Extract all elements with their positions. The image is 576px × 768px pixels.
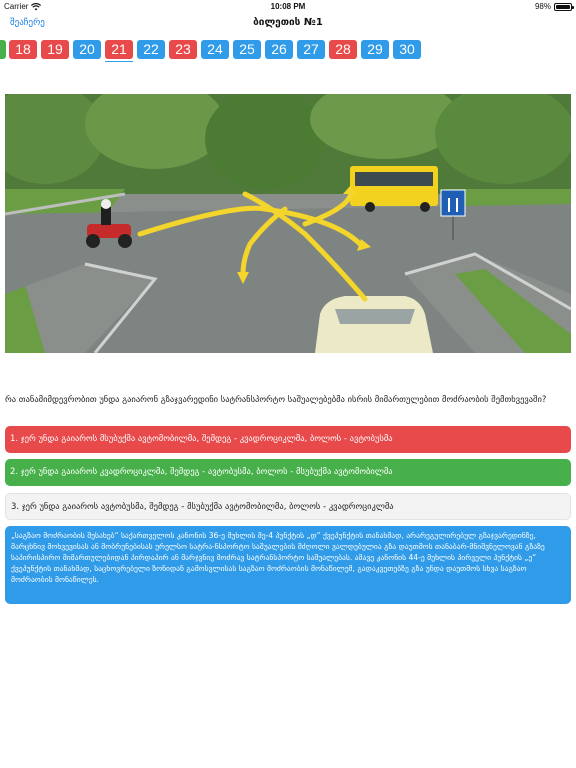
tab-question-23[interactable]: 23 xyxy=(169,40,197,59)
tab-question-21[interactable]: 21 xyxy=(105,40,133,59)
carrier-label: Carrier xyxy=(4,2,29,11)
tab-question-19[interactable]: 19 xyxy=(41,40,69,59)
tab-question-30[interactable]: 30 xyxy=(393,40,421,59)
status-time: 10:08 PM xyxy=(270,2,306,11)
tab-question-24[interactable]: 24 xyxy=(201,40,229,59)
stop-button[interactable]: შეაჩერე xyxy=(10,18,45,28)
tab-question-20[interactable]: 20 xyxy=(73,40,101,59)
question-tabs xyxy=(0,38,576,62)
answer-option-2[interactable]: 2. ჯერ უნდა გაიაროს კვადროციკლმა, შემდეგ - ავტობუსმა, ბოლოს - მსუბუქმა ავტომობილმა xyxy=(5,459,571,486)
status-right xyxy=(535,2,572,11)
question-text: რა თანამიმდევრობით უნდა გაიარონ გზაჯვარედინი სატრანსპორტო საშუალებებმა ისრის მიმართულებით მოძრაობის შემთხვევაში? xyxy=(5,395,547,405)
tab-question-27[interactable]: 27 xyxy=(297,40,325,59)
bus-shape xyxy=(350,166,438,212)
car-shape xyxy=(315,296,433,353)
tab-question-26[interactable]: 26 xyxy=(265,40,293,59)
tab-partial[interactable] xyxy=(0,40,6,59)
battery-level-fill xyxy=(556,5,570,9)
explanation-box: „საგზაო მოძრაობის შესახებ“ საქართველოს კანონის 36-ე მუხლის მე-4 პუნქტის „დ“ ქვეპუნქტის თანახმად, არარეგულირებულ გზაჯვარედინზე, მარცხნივ მოხვევისას ან მობრუნებისას ურელსო სატრა-ნსპორტო საშუალების მძღოლი ვალდებულია გზა დაუთმოს თანაბარ-მნიშვნელოვან გზაზე საპირისპირო მიმართულებიდან პირდაპირ ან მარჯვნივ მოძრავ სატრანსპორტო საშუალებას. ამავე კანონის 44-ე მუხლის პირველი პუნქტის „ე“ ქვეპუნქტის თანახმად, საცხოვრებელი ზონიდან გამოსვლისას საგზაო მოძრაობის მონაწილემ, გადაკვეთებზე გზა უნდა დაუთმოს სხვა საგზაო მოძრაობის მონაწილეს. xyxy=(5,526,571,604)
intersection-illustration xyxy=(5,94,571,353)
answer-option-1[interactable]: 1. ჯერ უნდა გაიაროს მსუბუქმა ავტომობილმა, შემდეგ - კვადროციკლმა, ბოლოს - ავტობუსმა xyxy=(5,426,571,453)
battery-percent: 98% xyxy=(534,2,551,11)
tab-question-25[interactable]: 25 xyxy=(233,40,261,59)
answer-option-3[interactable]: 3. ჯერ უნდა გაიაროს ავტობუსმა, შემდეგ - მსუბუქმა ავტომობილმა, ბოლოს - კვადროციკლმა xyxy=(5,493,571,520)
status-bar xyxy=(0,0,576,14)
tab-question-18[interactable]: 18 xyxy=(9,40,37,59)
battery-icon xyxy=(554,3,572,11)
tab-question-22[interactable]: 22 xyxy=(137,40,165,59)
tab-question-29[interactable]: 29 xyxy=(361,40,389,59)
tab-question-28[interactable]: 28 xyxy=(329,40,357,59)
page-title: ბილეთის №1 xyxy=(253,17,323,28)
navigation-bar xyxy=(0,14,576,36)
question-image xyxy=(5,94,571,353)
